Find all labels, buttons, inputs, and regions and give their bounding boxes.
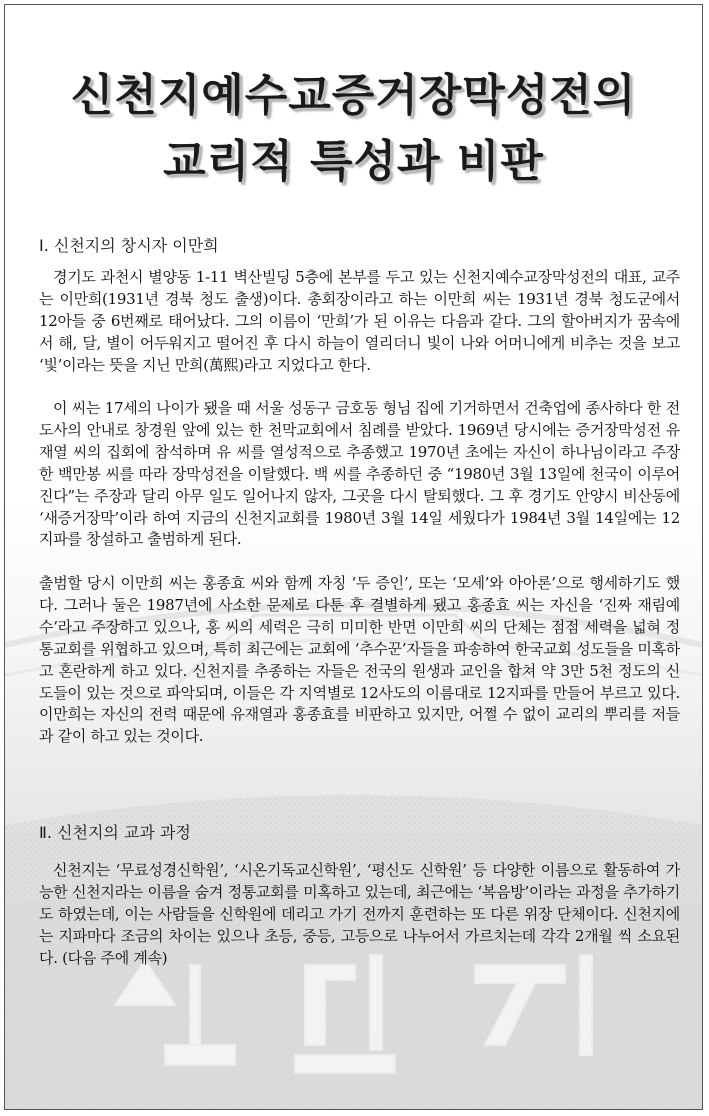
section-2-paragraph-1: 신천지는 ‘무료성경신학원’, ‘시온기독교신학원’, ‘평신도 신학원’ 등 다양한 이름으로 활동하여 가능한 신천지라는 이름을 숨겨 정통교회를 미혹하고 있는데, 최근에는 ‘복음방’이라는 과정을 추가하기도 하였는데, 이는 사람들을 신학원에 데리고 가기 전까지 훈련하는 또 다른 위장 단체이다. 신천지에는 지파마다 조금의 차이는 있으나 초등, 중등, 고등으로 나누어서 가르치는데 각각 2개월 씩 소요된다. (다음 주에 계속): [39, 861, 680, 967]
title-line-1: 신천지예수교증거장막성전의: [70, 70, 637, 121]
section-2-heading: Ⅱ. 신천지의 교과 과정: [39, 823, 191, 842]
title-line-2: 교리적 특성과 비판: [163, 136, 544, 187]
page-frame: [4, 4, 703, 1110]
section-1-paragraph-2: 이 씨는 17세의 나이가 됐을 때 서울 성동구 금호동 형님 집에 기거하면서 건축업에 종사하다 한 전도사의 안내로 창경원 앞에 있는 한 천막교회에서 침례를 받았다. 1969년 당시에는 증거장막성전 유재열 씨의 집회에 참석하며 유 씨를 열성적으로 추종했고 1970년 초에는 자신이 하나님이라고 주장한 백만봉 씨를 따라 장막성전을 이탈했다. 백 씨를 추종하던 중 “1980년 3월 13일에 천국이 이루어진다”는 주장과 달리 아무 일도 일어나지 않자, 그곳을 다시 탈퇴했다. 그 후 경기도 안양시 비산동에 ‘새증거장막’이라 하여 지금의 신천지교회를 1980년 3월 14일 세웠다가 1984년 3월 14일에는 12지파를 창설하고 출범하게 된다.: [39, 399, 680, 549]
section-1-heading: Ⅰ. 신천지의 창시자 이만희: [39, 236, 219, 255]
section-1-paragraph-1: 경기도 과천시 별양동 1-11 벽산빌딩 5층에 본부를 두고 있는 신천지예수교장막성전의 대표, 교주는 이만희(1931년 경북 청도 출생)이다. 총회장이라고 하는 이만희 씨는 1931년 경북 청도군에서 12아들 중 6번째로 태어났다. 그의 이름이 ‘만희’가 된 이유는 다음과 같다. 그의 할아버지가 꿈속에서 해, 달, 별이 어두워지고 떨어진 후 다시 하늘이 열리더니 빛이 나와 어머니에게 비추는 것을 보고 ‘빛’이라는 뜻을 지닌 만희(萬熙)라고 지었다고 한다.: [39, 268, 680, 374]
page-title: [5, 63, 702, 195]
section-1-paragraph-3: 출범할 당시 이만희 씨는 홍종효 씨와 함께 자칭 ‘두 증인’, 또는 ‘모세’와 아아론’으로 행세하기도 했다. 그러나 둘은 1987년에 사소한 문제로 다툰 후 결별하게 됐고 홍종효 씨는 자신을 ‘진짜 재림예수’라고 주장하고 있으나, 홍 씨의 세력은 극히 미미한 반면 이만희 씨의 단체는 점점 세력을 넓혀 정통교회를 위협하고 있으며, 특히 최근에는 교회에 ‘추수꾼’자들을 파송하여 한국교회 성도들을 미혹하고 혼란하게 하고 있다. 신천지를 추종하는 자들은 전국의 원생과 교인을 합쳐 약 3만 5천 정도의 신도들이 있는 것으로 파악되며, 이들은 각 지역별로 12사도의 이름대로 12지파를 만들어 부르고 있다. 이만희는 자신의 전력 때문에 유재열과 홍종효를 비판하고 있지만, 어쩔 수 없이 교리의 뿌리를 저들과 같이 하고 있는 것이다.: [39, 574, 680, 746]
